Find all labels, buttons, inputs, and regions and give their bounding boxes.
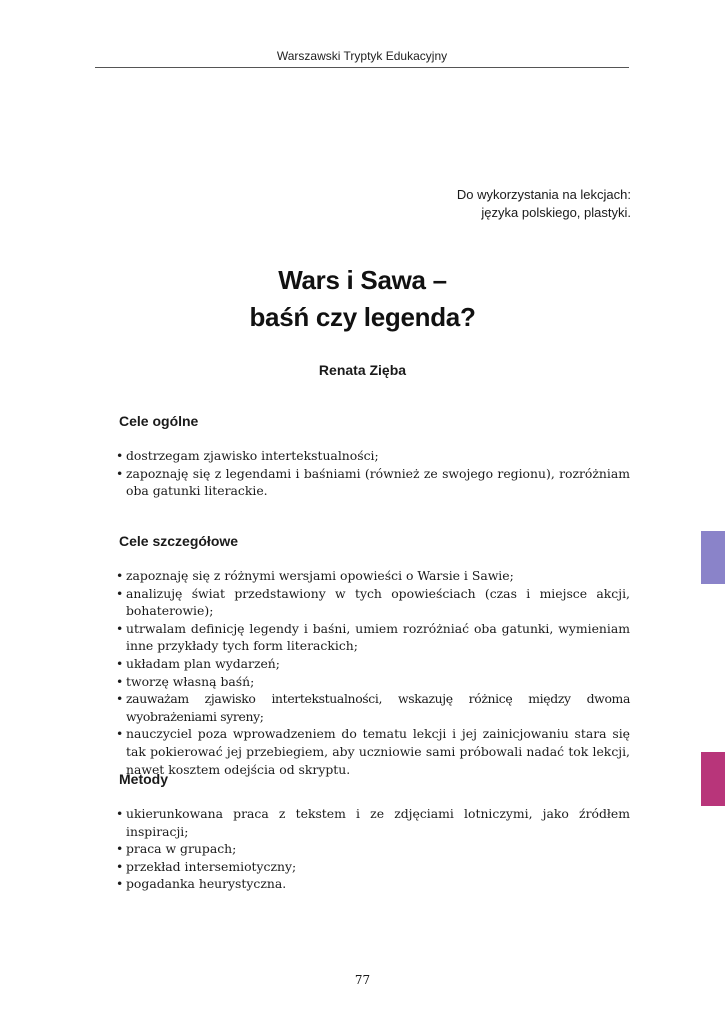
title-line-1: Wars i Sawa – — [278, 265, 447, 295]
list-item: • analizuję świat przedstawiony w tych opowieściach (czas i miejsce akcji, bohaterowie); — [116, 585, 630, 620]
list-item: • zapoznaję się z legendami i baśniami (również ze swojego regionu), rozróżniam oba gatunki literackie. — [116, 465, 630, 500]
methods-list — [116, 805, 630, 893]
author-name: Renata Zięba — [318, 362, 407, 378]
list-item: • zapoznaję się z różnymi wersjami opowieści o Warsie i Sawie; — [116, 567, 630, 585]
page-number: 77 — [354, 973, 371, 987]
heading-general-goals: Cele ogólne — [119, 413, 199, 429]
header-divider — [95, 67, 629, 68]
list-item: • praca w grupach; — [116, 840, 630, 858]
title-line-2: baśń czy legenda? — [249, 302, 476, 332]
list-item: • nauczyciel poza wprowadzeniem do tematu lekcji i jej zainicjowaniu stara się tak pokierować jej przebiegiem, aby uczniowie sami próbowali nadać tok lekcji, nawet kosztem odejścia od skryptu. — [116, 725, 630, 778]
list-item: • przekład intersemiotyczny; — [116, 858, 630, 876]
specific-goals-list — [116, 567, 630, 778]
heading-specific-goals: Cele szczegółowe — [119, 533, 239, 549]
heading-methods: Metody — [119, 771, 168, 787]
list-item: • układam plan wydarzeń; — [116, 655, 630, 673]
list-item: • ukierunkowana praca z tekstem i ze zdjęciami lotniczymi, jako źródłem inspiracji; — [116, 805, 630, 840]
section-tab-magenta — [701, 752, 725, 806]
running-header: Warszawski Tryptyk Edukacyjny — [276, 49, 448, 63]
general-goals-list — [116, 447, 630, 500]
list-item: • utrwalam definicję legendy i baśni, umiem rozróżniać oba gatunki, wymieniam inne przykłady tych form literackich; — [116, 620, 630, 655]
usage-note-line-1: Do wykorzystania na lekcjach: — [456, 187, 631, 202]
list-item: • pogadanka heurystyczna. — [116, 875, 630, 893]
section-tab-violet — [701, 531, 725, 584]
page-title — [0, 262, 725, 336]
list-item: • dostrzegam zjawisko intertekstualności; — [116, 447, 630, 465]
list-item: • tworzę własną baśń; — [116, 673, 630, 691]
usage-note — [457, 186, 631, 222]
list-item: • zauważam zjawisko intertekstualności, wskazuję różnicę między dwoma wyobrażeniami syreny; — [116, 690, 630, 725]
usage-note-line-2: języka polskiego, plastyki. — [481, 205, 631, 220]
